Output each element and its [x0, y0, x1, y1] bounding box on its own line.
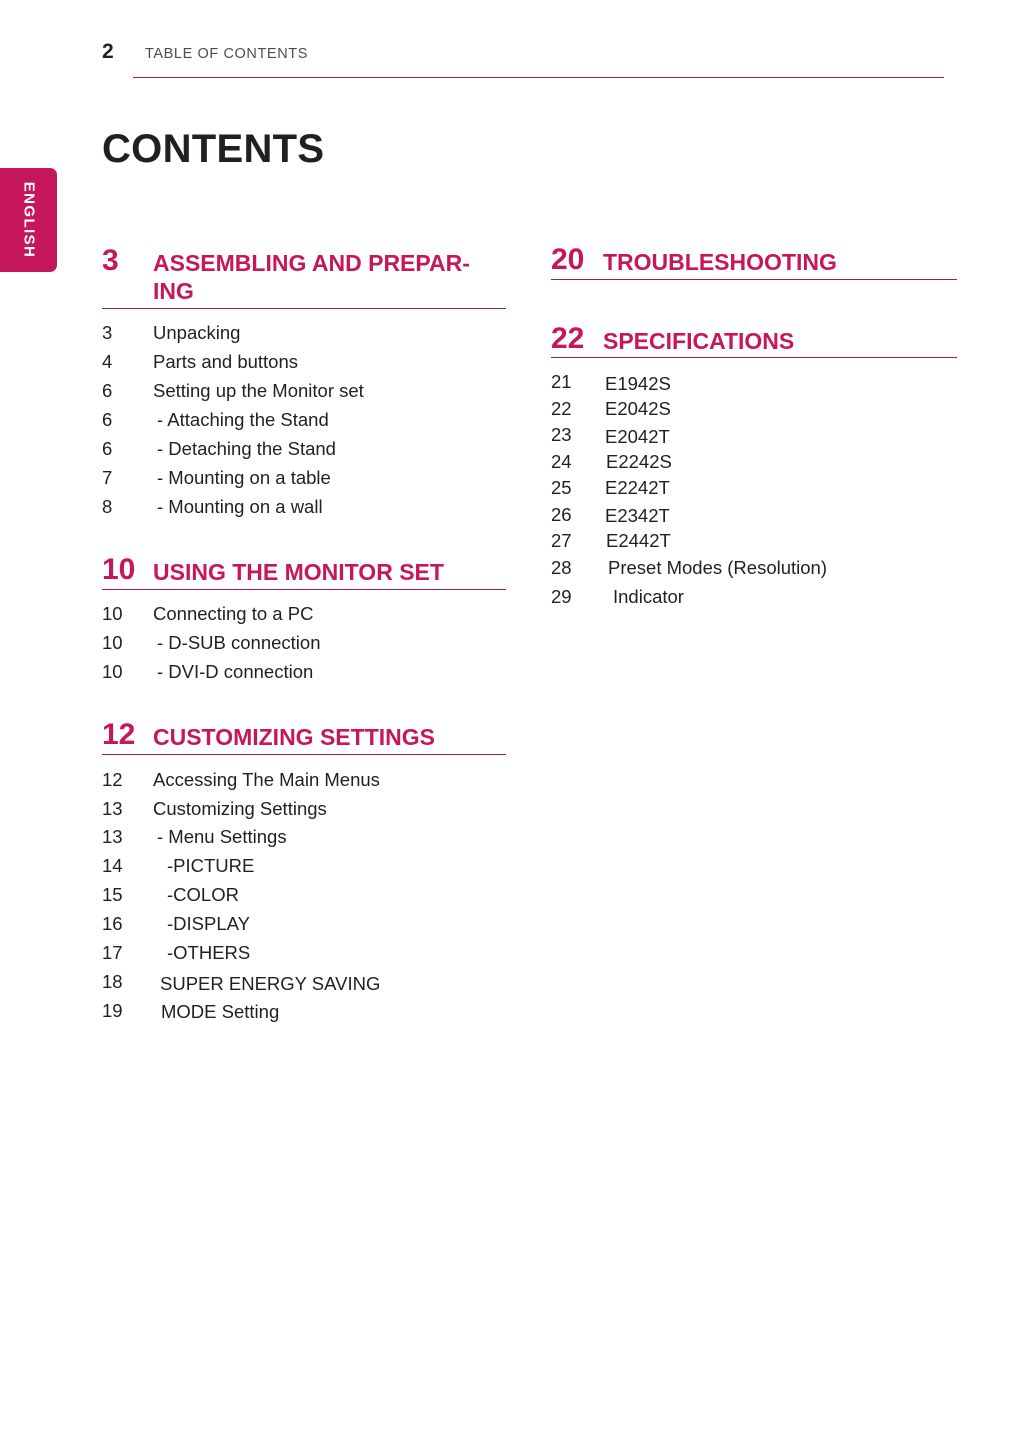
- toc-entry-label: E1942S: [605, 373, 671, 394]
- section-title-line-1: ASSEMBLING AND PREPAR-: [153, 250, 470, 276]
- toc-entry-label: E2242T: [605, 477, 670, 498]
- toc-entry-label: Setting up the Monitor set: [153, 380, 364, 401]
- toc-entry-page: 14: [102, 855, 123, 876]
- toc-entry-label: E2042T: [605, 426, 670, 447]
- toc-entry-page: 16: [102, 913, 123, 934]
- toc-entry-page: 21: [551, 371, 572, 392]
- section-page-number: 10: [102, 553, 136, 586]
- section-page-number: 12: [102, 718, 136, 751]
- section-divider: [102, 308, 506, 309]
- toc-entry-page: 13: [102, 826, 123, 847]
- toc-entry[interactable]: [102, 437, 502, 461]
- toc-entry[interactable]: [551, 423, 951, 447]
- section-page-number: 22: [551, 322, 585, 355]
- toc-entry-label: Unpacking: [153, 322, 241, 343]
- toc-entry-page: 27: [551, 530, 572, 551]
- toc-entry-label: E2042S: [605, 398, 671, 419]
- toc-entry[interactable]: [102, 854, 502, 878]
- toc-entry[interactable]: [551, 556, 951, 580]
- toc-entry-label: - Attaching the Stand: [157, 409, 329, 430]
- toc-entry-page: 4: [102, 351, 113, 372]
- toc-entry-label: - Mounting on a wall: [157, 496, 323, 517]
- toc-entry-page: 10: [102, 632, 123, 653]
- toc-entry[interactable]: [102, 768, 502, 792]
- toc-entry[interactable]: [102, 660, 502, 684]
- page-title: CONTENTS: [102, 127, 325, 171]
- toc-entry-label: SUPER ENERGY SAVING: [160, 973, 381, 994]
- toc-entry[interactable]: [551, 397, 951, 421]
- toc-entry[interactable]: [551, 585, 951, 609]
- toc-entry[interactable]: [102, 912, 502, 936]
- toc-entry-page: 18: [102, 971, 123, 992]
- toc-entry[interactable]: [551, 503, 951, 527]
- toc-entry-page: 13: [102, 798, 123, 819]
- toc-entry-page: 28: [551, 557, 572, 578]
- toc-entry-page: 24: [551, 451, 572, 472]
- toc-entry[interactable]: [102, 495, 502, 519]
- toc-entry-page: 3: [102, 322, 113, 343]
- toc-entry[interactable]: [102, 602, 502, 626]
- toc-entry-page: 10: [102, 661, 123, 682]
- toc-entry-page: 19: [102, 1000, 123, 1021]
- toc-entry-page: 26: [551, 504, 572, 525]
- language-tab-label: ENGLISH: [20, 181, 37, 259]
- toc-entry-label: - Menu Settings: [157, 826, 287, 847]
- toc-entry[interactable]: [102, 999, 502, 1023]
- toc-entry[interactable]: [102, 883, 502, 907]
- section-page-number: 20: [551, 243, 585, 276]
- toc-entry-label: E2242S: [606, 451, 672, 472]
- toc-entry-label: Parts and buttons: [153, 351, 299, 372]
- toc-entry-page: 6: [102, 438, 113, 459]
- toc-entry[interactable]: [102, 970, 502, 994]
- toc-entry[interactable]: [102, 466, 502, 490]
- toc-entry-page: 22: [551, 398, 572, 419]
- toc-entry[interactable]: [102, 408, 502, 432]
- section-title[interactable]: USING THE MONITOR SET: [153, 559, 444, 585]
- toc-entry[interactable]: [102, 379, 502, 403]
- section-page-number: 3: [102, 244, 119, 277]
- section-divider: [551, 357, 957, 358]
- toc-entry-label: E2342T: [605, 505, 670, 526]
- toc-entry-label: MODE Setting: [161, 1001, 280, 1022]
- section-title[interactable]: TROUBLESHOOTING: [603, 249, 837, 275]
- section-title[interactable]: [153, 249, 470, 305]
- toc-entry-label: Preset Modes (Resolution): [608, 557, 828, 578]
- toc-entry[interactable]: [551, 476, 951, 500]
- toc-entry-label: E2442T: [606, 530, 671, 551]
- toc-entry-label: -PICTURE: [167, 855, 255, 876]
- toc-entry-page: 8: [102, 496, 113, 517]
- toc-entry-page: 12: [102, 769, 123, 790]
- toc-entry-page: 25: [551, 477, 572, 498]
- toc-entry-label: Indicator: [613, 586, 684, 607]
- toc-entry-page: 6: [102, 380, 113, 401]
- section-divider: [102, 589, 506, 590]
- toc-entry-page: 15: [102, 884, 123, 905]
- toc-entry-page: 17: [102, 942, 123, 963]
- toc-entry-label: Customizing Settings: [153, 798, 327, 819]
- toc-entry[interactable]: [102, 631, 502, 655]
- section-title[interactable]: CUSTOMIZING SETTINGS: [153, 724, 435, 750]
- toc-entry[interactable]: [102, 797, 502, 821]
- toc-entry-label: Accessing The Main Menus: [153, 769, 380, 790]
- toc-entry-label: - Mounting on a table: [157, 467, 331, 488]
- section-title-line-2: ING: [153, 278, 194, 304]
- section-divider: [551, 279, 957, 280]
- toc-entry-label: -DISPLAY: [167, 913, 250, 934]
- toc-entry-page: 10: [102, 603, 123, 624]
- toc-entry-page: 7: [102, 467, 113, 488]
- page-number: 2: [102, 40, 114, 63]
- running-title: TABLE OF CONTENTS: [145, 46, 309, 62]
- toc-entry-page: 29: [551, 586, 572, 607]
- toc-entry[interactable]: [102, 321, 502, 345]
- toc-entry[interactable]: [102, 941, 502, 965]
- language-tab: [0, 168, 57, 272]
- toc-entry-page: 23: [551, 424, 572, 445]
- section-title[interactable]: SPECIFICATIONS: [603, 328, 795, 354]
- section-divider: [102, 754, 506, 755]
- toc-entry[interactable]: [551, 370, 951, 394]
- toc-entry[interactable]: [102, 825, 502, 849]
- toc-entry[interactable]: [551, 450, 951, 474]
- toc-entry-label: - DVI-D connection: [157, 661, 314, 682]
- toc-entry-label: -OTHERS: [167, 942, 251, 963]
- toc-entry-label: -COLOR: [167, 884, 239, 905]
- toc-entry-label: - Detaching the Stand: [157, 438, 336, 459]
- toc-entry[interactable]: [551, 529, 951, 553]
- toc-entry[interactable]: [102, 350, 502, 374]
- toc-entry-page: 6: [102, 409, 113, 430]
- header-divider: [133, 77, 944, 78]
- toc-entry-label: - D-SUB connection: [157, 632, 321, 653]
- toc-entry-label: Connecting to a PC: [153, 603, 314, 624]
